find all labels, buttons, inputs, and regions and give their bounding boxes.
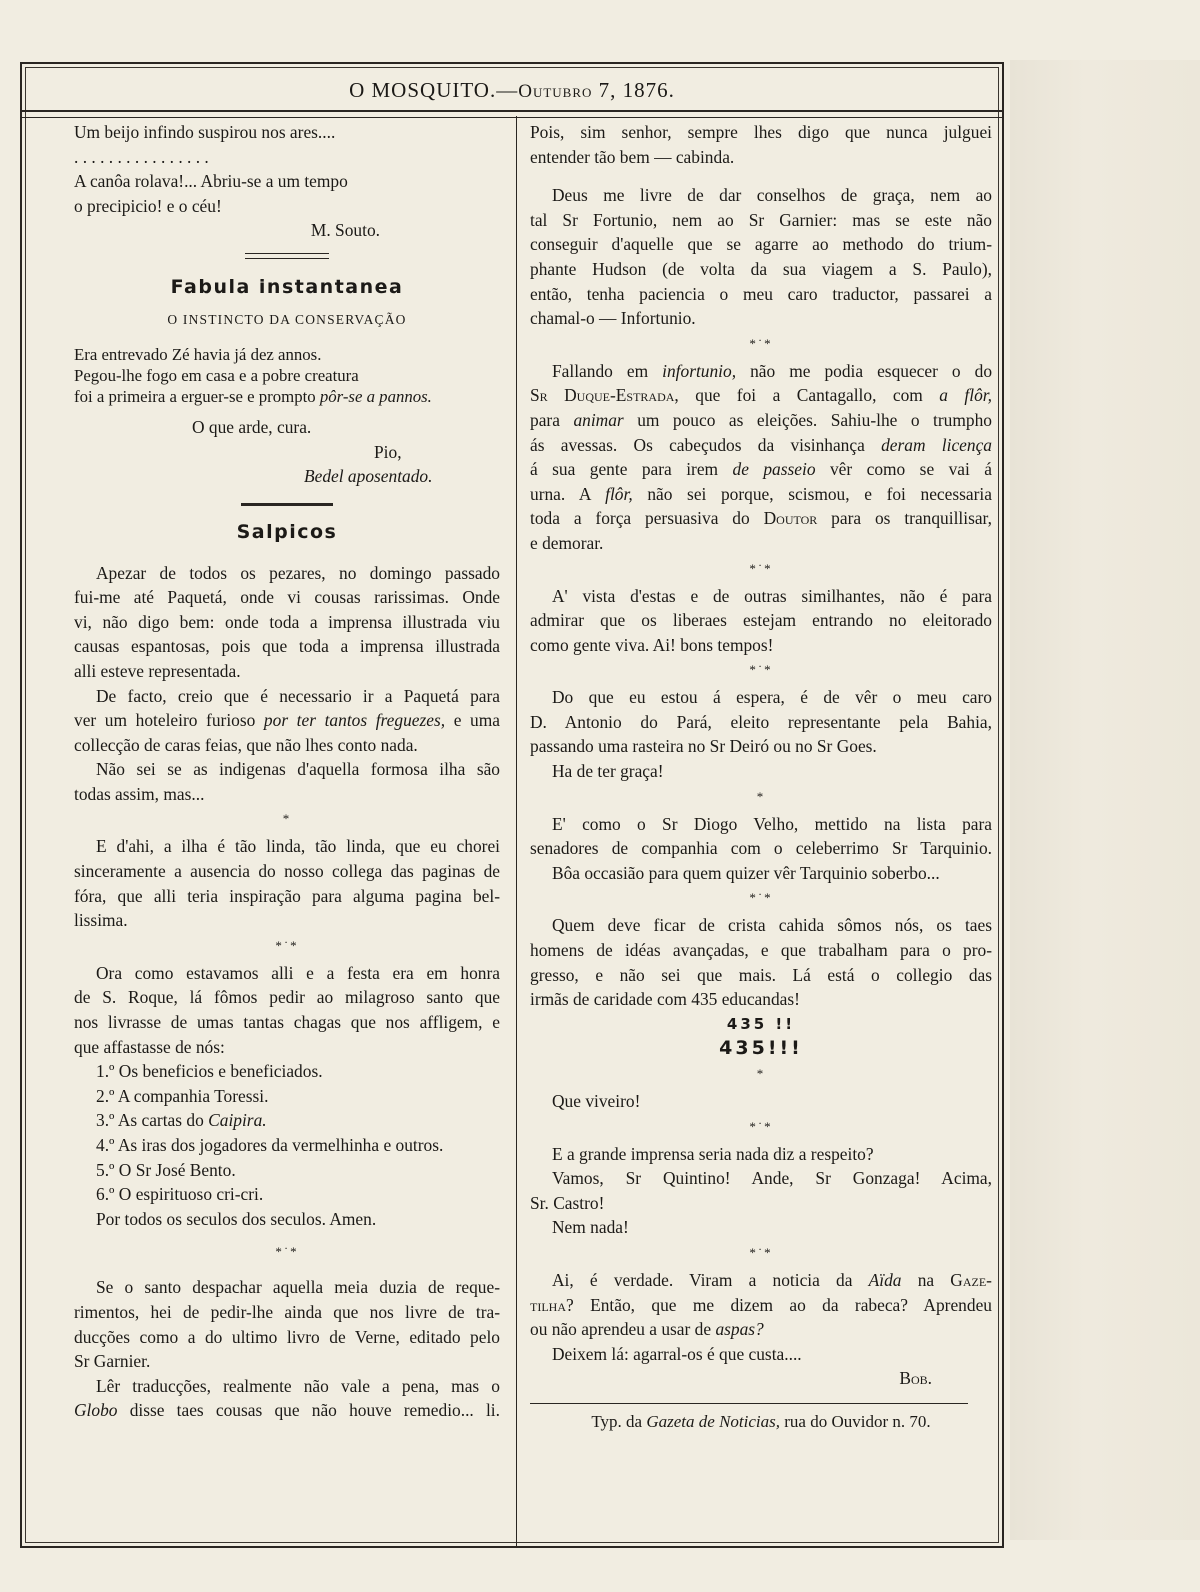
salpicos-paragraph: Apezar de todos os pezares, no domingo passado fui-me até Paquetá, onde vi cousas rarissimas. Onde vi, não digo bem: onde toda a imprensa illustrada viu causas espantosas, pois que toda a imprensa illustrada alli esteve representada. De facto, creio que é necessario ir a Paquetá para ver um hoteleiro furioso por ter tantos freguezes, e uma collecção de caras feias, que não lhes conto nada. Não sei se as indigenas d'aquella formosa ilha são todas assim, mas... — [74, 562, 500, 804]
asterism-separator: *˙* — [749, 560, 773, 576]
emphasis-435-large: 435!!! — [719, 1037, 803, 1060]
masthead-month: Outubro — [518, 81, 593, 102]
bob-paragraph: E' como o Sr Diogo Velho, mettido na lista para senadores de companhia com o celeberrimo Sr Tarquinio. Bôa occasião para quem quizer vêr Tarquinio soberbo... — [530, 813, 992, 883]
masthead — [22, 78, 1002, 108]
asterism-separator: *˙* — [749, 890, 773, 906]
viveiro-line: Que viveiro! — [552, 1091, 641, 1111]
verse-line: Pegou-lhe fogo em casa e a pobre creatura — [74, 366, 359, 386]
section-divider — [245, 253, 329, 259]
left-column — [74, 120, 500, 1423]
masthead-date: 7, 1876. — [598, 78, 675, 102]
page-edge-shadow — [1010, 60, 1200, 1540]
emphasis-435: 435 !! — [726, 1014, 796, 1033]
asterisk-separator: * — [756, 1066, 766, 1081]
column-divider — [516, 116, 517, 1546]
santo-list — [74, 1059, 500, 1207]
asterisk-separator: * — [282, 811, 292, 827]
asterism-separator: *˙* — [749, 1118, 773, 1134]
poem-line: Um beijo infindo suspirou nos ares.... — [74, 122, 336, 142]
list-item: 1.º Os beneficios e beneficiados. — [96, 1061, 323, 1082]
bob-paragraph: Ai, é verdade. Viram a noticia da Aïda na Gaze- tilha? Então, que me dizem ao da rabeca? Aprendeu ou não aprendeu a usar de aspas? Deixem lá: agarral-os é que custa.... — [530, 1269, 992, 1364]
list-item: 2.º A companhia Toressi. — [96, 1085, 269, 1106]
poem-ending — [74, 120, 500, 243]
list-item: 4.º As iras dos jogadores da vermelhinha e outros. — [96, 1135, 444, 1155]
poem-line: o precipicio! e o céu! — [74, 195, 222, 216]
asterism-separator: *˙* — [749, 1244, 773, 1260]
footer-rule — [530, 1403, 968, 1404]
poem-author: M. Souto. — [310, 220, 380, 241]
bob-paragraph: Do que eu estou á espera, é de vêr o meu caro D. Antonio do Pará, eleito representante pela Bahia, passando uma rasteira no Sr Deiró ou no Sr Goes. Ha de ter graça! — [530, 687, 992, 782]
asterism-separator: *˙* — [749, 662, 773, 678]
page-frame — [20, 62, 1004, 1548]
signature: Bob. — [899, 1368, 932, 1389]
asterism-separator: *˙* — [275, 1244, 299, 1260]
list-item: 5.º O Sr José Bento. — [96, 1159, 236, 1180]
salpicos-title: Salpicos — [236, 520, 338, 543]
bob-paragraph: Fallando em infortunio, não me podia esquecer o do Sr Duque-Estrada, que foi a Cantagallo, com a flôr, para animar um pouco as eleições. Sahiu-lhe o trumpho ás avessas. Os cabeçudos da visinhança deram licença á sua gente para irem de passeio vêr como se vai á urna. A flôr, não sei porque, scismou, e foi necessaria toda a força persuasiva do Doutor para os tranquillisar, e demorar. — [530, 360, 993, 553]
fabula-verse — [74, 344, 500, 407]
salpicos-paragraph: Ora como estavamos alli e a festa era em honra de S. Roque, lá fômos pedir ao milagroso santo que nos livrasse de umas tantas chagas que nos affligem, e que affastasse de nós: — [74, 962, 500, 1057]
list-item: 3.º As cartas do Caipira. — [96, 1110, 267, 1131]
fabula-title: Fabula instantanea — [170, 275, 404, 298]
asterisk-separator: * — [756, 788, 766, 804]
section-divider — [241, 503, 333, 506]
bob-paragraph: Deus me livre de dar conselhos de graça, nem ao tal Sr Fortunio, nem ao Sr Garnier: mas se este não conseguir d'aquelle que se agarre ao methodo do trium- phante Hudson (de volta da sua viagem a S. Paulo), então, tenha paciencia o meu caro traductor, passarei a chamal-o — Infortunio. — [530, 185, 992, 329]
bob-paragraph: E a grande imprensa seria nada diz a respeito? Vamos, Sr Quintino! Ande, Sr Gonzaga! Acima, Sr. Castro! Nem nada! — [530, 1143, 992, 1238]
fabula-author: Pio, — [374, 441, 402, 462]
right-column — [530, 120, 992, 1435]
fabula-subtitle: O INSTINCTO DA CONSERVAÇÃO — [167, 311, 407, 327]
asterism-separator: *˙* — [275, 937, 299, 953]
salpicos-paragraph: Se o santo despachar aquella meia duzia de reque- rimentos, hei de pedir-lhe ainda que nos livre de tra- ducções como a do ultimo livro de Verne, editado pelo Sr Garnier. Lêr traducções, realmente não vale a pena, mas o Globo disse taes cousas que não houve remedio... li. — [74, 1277, 500, 1421]
bob-paragraph: Quem deve ficar de crista cahida sômos nós, os taes homens de idéas avançadas, e que trabalham para o pro- gresso, e não sei que mais. Lá está o collegio das irmãs de caridade com 435 educandas! — [530, 915, 992, 1010]
printer-line: Typ. da Gazeta de Noticias, rua do Ouvidor n. 70. — [591, 1411, 931, 1431]
amen-line: Por todos os seculos dos seculos. Amen. — [96, 1208, 377, 1229]
verse-line: foi a primeira a erguer-se e prompto pôr-se a pannos. — [74, 387, 432, 407]
header-rule — [22, 110, 1002, 118]
list-item: 6.º O espirituoso cri-cri. — [96, 1184, 264, 1205]
poem-dots: . . . . . . . . . . . . . . . . — [74, 146, 209, 167]
salpicos-paragraph: E d'ahi, a ilha é tão linda, tão linda, que eu chorei sinceramente a ausencia do nosso collega das paginas de fóra, que alli teria inspiração para alguma pagina bel- lissima. — [74, 836, 500, 931]
fabula-moral: O que arde, cura. — [192, 417, 312, 438]
bob-paragraph: Pois, sim senhor, sempre lhes digo que nunca julguei entender tão bem — cabinda. — [530, 122, 992, 167]
poem-line: A canôa rolava!... Abriu-se a um tempo — [74, 171, 348, 192]
masthead-title: O MOSQUITO.— — [349, 78, 519, 102]
bob-paragraph: A' vista d'estas e de outras similhantes, não é para admirar que os liberaes estejam entrando no eleitorado como gente viva. Ai! bons tempos! — [530, 585, 992, 655]
fabula-author-title: Bedel aposentado. — [304, 466, 433, 487]
verse-line: Era entrevado Zé havia já dez annos. — [74, 345, 322, 365]
asterism-separator: *˙* — [749, 335, 773, 351]
